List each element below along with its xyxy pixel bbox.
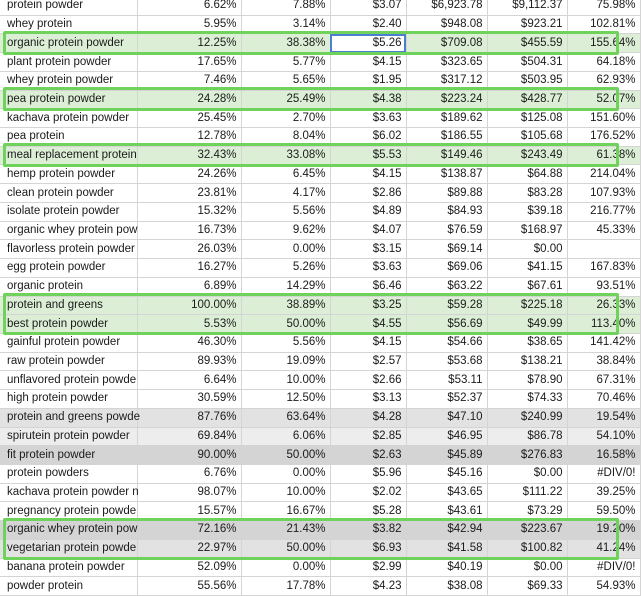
table-row [0,109,640,128]
cell-pct-b[interactable]: 19.09% [241,352,330,371]
table-row [0,371,640,390]
table-row [0,427,640,446]
cell-pct-b[interactable]: 2.70% [241,109,330,128]
cell-pct-b[interactable]: 50.00% [241,539,330,558]
cell-revenue[interactable]: $276.83 [487,446,567,465]
cell-cpc[interactable]: $4.15 [330,333,406,352]
table-row [0,53,640,72]
cell-revenue[interactable]: $64.88 [487,165,567,184]
cell-pct-b[interactable]: 14.29% [241,277,330,296]
cell-spend[interactable]: $56.69 [406,315,487,334]
cell-roas[interactable]: 70.46% [567,390,640,409]
cell-cpc[interactable]: $4.28 [330,408,406,427]
cell-pct-b[interactable]: 12.50% [241,390,330,409]
cell-pct-a[interactable]: 90.00% [137,446,241,465]
cell-pct-a[interactable]: 52.09% [137,558,241,577]
cell-spend[interactable]: $317.12 [406,71,487,90]
cell-keyword[interactable]: organic protein powder [0,34,137,53]
cell-pct-b[interactable]: 38.89% [241,296,330,315]
cell-keyword[interactable]: organic whey protein pow [0,221,137,240]
cell-revenue[interactable]: $240.99 [487,408,567,427]
cell-roas[interactable]: 113.40% [567,315,640,334]
cell-pct-b[interactable]: 8.04% [241,128,330,147]
cell-pct-a[interactable]: 22.97% [137,539,241,558]
cell-pct-b[interactable]: 5.77% [241,53,330,72]
cell-pct-b[interactable]: 25.49% [241,90,330,109]
cell-pct-a[interactable]: 24.28% [137,90,241,109]
cell-revenue[interactable]: $125.08 [487,109,567,128]
cell-revenue[interactable]: $168.97 [487,221,567,240]
cell-keyword[interactable]: hemp protein powder [0,165,137,184]
cell-cpc[interactable]: $3.15 [330,240,406,259]
cell-cpc[interactable]: $4.15 [330,165,406,184]
cell-roas[interactable]: 67.31% [567,371,640,390]
cell-pct-a[interactable]: 6.64% [137,371,241,390]
table-row [0,333,640,352]
cell-roas[interactable]: 75.98% [567,0,640,15]
cell-roas[interactable]: 102.81% [567,15,640,34]
cell-pct-a[interactable]: 6.76% [137,464,241,483]
cell-pct-a[interactable]: 12.78% [137,128,241,147]
cell-spend[interactable]: $46.95 [406,427,487,446]
cell-pct-a[interactable]: 15.57% [137,502,241,521]
cell-cpc[interactable]: $2.57 [330,352,406,371]
cell-spend[interactable]: $323.65 [406,53,487,72]
table-row [0,502,640,521]
cell-pct-a[interactable]: 25.45% [137,109,241,128]
cell-cpc[interactable]: $5.96 [330,464,406,483]
cell-pct-b[interactable]: 10.00% [241,483,330,502]
cell-roas[interactable]: 26.33% [567,296,640,315]
cell-pct-a[interactable]: 46.30% [137,333,241,352]
cell-pct-b[interactable]: 5.26% [241,259,330,278]
cell-revenue[interactable]: $38.65 [487,333,567,352]
cell-roas[interactable]: 176.52% [567,128,640,147]
cell-keyword[interactable]: protein powder [0,0,137,15]
table-row [0,352,640,371]
cell-keyword[interactable]: whey protein [0,15,137,34]
cell-cpc[interactable]: $3.07 [330,0,406,15]
cell-spend[interactable]: $53.68 [406,352,487,371]
cell-spend[interactable]: $43.65 [406,483,487,502]
cell-revenue[interactable]: $503.95 [487,71,567,90]
cell-pct-b[interactable]: 16.67% [241,502,330,521]
cell-spend[interactable]: $89.88 [406,184,487,203]
cell-pct-b[interactable]: 3.14% [241,15,330,34]
cell-roas[interactable]: 19.20% [567,521,640,540]
cell-keyword[interactable]: meal replacement protein [0,146,137,165]
cell-cpc[interactable]: $2.85 [330,427,406,446]
cell-cpc[interactable]: $6.46 [330,277,406,296]
cell-pct-a[interactable]: 24.26% [137,165,241,184]
cell-keyword[interactable]: kachava protein powder [0,109,137,128]
cell-revenue[interactable]: $223.67 [487,521,567,540]
cell-keyword[interactable]: whey protein powder [0,71,137,90]
table-row [0,408,640,427]
cell-keyword[interactable]: isolate protein powder [0,202,137,221]
cell-pct-b[interactable]: 0.00% [241,558,330,577]
cell-keyword[interactable]: high protein powder [0,390,137,409]
cell-roas[interactable]: 107.93% [567,184,640,203]
cell-spend[interactable]: $42.94 [406,521,487,540]
cell-spend[interactable]: $186.55 [406,128,487,147]
cell-roas[interactable]: 216.77% [567,202,640,221]
cell-spend[interactable]: $948.08 [406,15,487,34]
table-row [0,0,640,15]
cell-pct-a[interactable]: 30.59% [137,390,241,409]
cell-pct-b[interactable]: 6.45% [241,165,330,184]
cell-cpc[interactable]: $5.28 [330,502,406,521]
cell-keyword[interactable]: protein powders [0,464,137,483]
cell-keyword[interactable]: gainful protein powder [0,333,137,352]
cell-revenue[interactable]: $100.82 [487,539,567,558]
cell-roas[interactable]: 54.93% [567,577,640,596]
cell-keyword[interactable]: plant protein powder [0,53,137,72]
cell-roas[interactable] [567,240,640,259]
cell-pct-a[interactable]: 16.73% [137,221,241,240]
cell-spend[interactable]: $41.58 [406,539,487,558]
cell-pct-a[interactable]: 72.16% [137,521,241,540]
cell-spend[interactable]: $45.89 [406,446,487,465]
cell-pct-b[interactable]: 5.65% [241,71,330,90]
cell-spend[interactable]: $43.61 [406,502,487,521]
cell-revenue[interactable]: $0.00 [487,240,567,259]
cell-revenue[interactable]: $49.99 [487,315,567,334]
cell-revenue[interactable]: $105.68 [487,128,567,147]
cell-revenue[interactable]: $0.00 [487,464,567,483]
cell-roas[interactable]: 141.42% [567,333,640,352]
cell-pct-a[interactable]: 98.07% [137,483,241,502]
table-row [0,202,640,221]
cell-pct-b[interactable]: 0.00% [241,240,330,259]
cell-cpc[interactable]: $3.82 [330,521,406,540]
cell-spend[interactable]: $149.46 [406,146,487,165]
cell-pct-b[interactable]: 5.56% [241,202,330,221]
cell-roas[interactable]: 38.84% [567,352,640,371]
cell-revenue[interactable]: $0.00 [487,558,567,577]
cell-pct-b[interactable]: 7.88% [241,0,330,15]
cell-keyword[interactable]: egg protein powder [0,259,137,278]
cell-pct-b[interactable]: 5.56% [241,333,330,352]
cell-revenue[interactable]: $67.61 [487,277,567,296]
cell-pct-a[interactable]: 12.25% [137,34,241,53]
cell-cpc[interactable]: $2.99 [330,558,406,577]
cell-revenue[interactable]: $78.90 [487,371,567,390]
table-row [0,446,640,465]
cell-pct-a[interactable]: 100.00% [137,296,241,315]
cell-spend[interactable]: $59.28 [406,296,487,315]
cell-spend[interactable]: $52.37 [406,390,487,409]
cell-cpc[interactable]: $3.63 [330,109,406,128]
cell-spend[interactable]: $38.08 [406,577,487,596]
cell-pct-b[interactable]: 10.00% [241,371,330,390]
table-row [0,296,640,315]
cell-pct-a[interactable]: 17.65% [137,53,241,72]
cell-revenue[interactable]: $243.49 [487,146,567,165]
cell-revenue[interactable]: $74.33 [487,390,567,409]
cell-spend[interactable]: $84.93 [406,202,487,221]
cell-revenue[interactable]: $39.18 [487,202,567,221]
cell-revenue[interactable]: $455.59 [487,34,567,53]
cell-spend[interactable]: $40.19 [406,558,487,577]
cell-pct-b[interactable]: 63.64% [241,408,330,427]
selected-cell[interactable]: $5.26 [330,34,406,53]
cell-spend[interactable]: $69.06 [406,259,487,278]
cell-roas[interactable]: 19.54% [567,408,640,427]
cell-pct-a[interactable]: 55.56% [137,577,241,596]
cell-pct-b[interactable]: 6.06% [241,427,330,446]
cell-roas[interactable]: 167.83% [567,259,640,278]
cell-cpc[interactable]: $3.25 [330,296,406,315]
cell-pct-a[interactable]: 15.32% [137,202,241,221]
table-row [0,71,640,90]
cell-cpc[interactable]: $4.15 [330,53,406,72]
cell-pct-a[interactable]: 6.62% [137,0,241,15]
cell-roas[interactable]: 16.58% [567,446,640,465]
table-row [0,277,640,296]
cell-spend[interactable]: $189.62 [406,109,487,128]
cell-roas[interactable]: #DIV/0! [567,558,640,577]
cell-spend[interactable]: $54.66 [406,333,487,352]
cell-roas[interactable]: 151.60% [567,109,640,128]
cell-cpc[interactable]: $4.89 [330,202,406,221]
cell-pct-b[interactable]: 38.38% [241,34,330,53]
cell-keyword[interactable]: flavorless protein powder [0,240,137,259]
cell-spend[interactable]: $45.16 [406,464,487,483]
cell-cpc[interactable]: $3.13 [330,390,406,409]
cell-revenue[interactable]: $111.22 [487,483,567,502]
cell-roas[interactable]: 52.07% [567,90,640,109]
cell-keyword[interactable]: pea protein [0,128,137,147]
table-row [0,315,640,334]
cell-roas[interactable]: 59.50% [567,502,640,521]
cell-roas[interactable]: 93.51% [567,277,640,296]
cell-cpc[interactable]: $2.02 [330,483,406,502]
cell-cpc[interactable]: $6.93 [330,539,406,558]
table-row [0,240,640,259]
cell-roas[interactable]: 41.24% [567,539,640,558]
cell-roas[interactable]: #DIV/0! [567,464,640,483]
cell-spend[interactable]: $223.24 [406,90,487,109]
cell-pct-b[interactable]: 0.00% [241,464,330,483]
cell-cpc[interactable]: $4.55 [330,315,406,334]
table-row [0,165,640,184]
table-row [0,577,640,596]
cell-pct-a[interactable]: 89.93% [137,352,241,371]
cell-pct-b[interactable]: 4.17% [241,184,330,203]
table-row [0,146,640,165]
table-row [0,259,640,278]
cell-keyword[interactable]: protein and greens powde [0,408,137,427]
cell-revenue[interactable]: $504.31 [487,53,567,72]
table-row [0,390,640,409]
cell-spend[interactable]: $138.87 [406,165,487,184]
cell-revenue[interactable]: $83.28 [487,184,567,203]
table-row [0,558,640,577]
cell-revenue[interactable]: $428.77 [487,90,567,109]
cell-spend[interactable]: $69.14 [406,240,487,259]
cell-keyword[interactable]: organic whey protein pow [0,521,137,540]
cell-roas[interactable]: 64.18% [567,53,640,72]
cell-pct-a[interactable]: 26.03% [137,240,241,259]
cell-revenue[interactable]: $69.33 [487,577,567,596]
cell-pct-a[interactable]: 7.46% [137,71,241,90]
cell-roas[interactable]: 61.38% [567,146,640,165]
cell-roas[interactable]: 214.04% [567,165,640,184]
cell-revenue[interactable]: $225.18 [487,296,567,315]
cell-pct-b[interactable]: 50.00% [241,315,330,334]
table-row [0,464,640,483]
table-row [0,539,640,558]
table-row [0,483,640,502]
cell-revenue[interactable]: $9,112.37 [487,0,567,15]
cell-cpc[interactable]: $6.02 [330,128,406,147]
cell-spend[interactable]: $76.59 [406,221,487,240]
cell-cpc[interactable]: $2.40 [330,15,406,34]
cell-pct-b[interactable]: 50.00% [241,446,330,465]
cell-keyword[interactable]: banana protein powder [0,558,137,577]
cell-revenue[interactable]: $86.78 [487,427,567,446]
cell-spend[interactable]: $63.22 [406,277,487,296]
cell-keyword[interactable]: kachava protein powder n [0,483,137,502]
cell-keyword[interactable]: powder protein [0,577,137,596]
table-row [0,521,640,540]
table-row [0,15,640,34]
cell-keyword[interactable]: clean protein powder [0,184,137,203]
cell-pct-a[interactable]: 87.76% [137,408,241,427]
cell-cpc[interactable]: $2.63 [330,446,406,465]
table-row [0,90,640,109]
table-row [0,221,640,240]
cell-cpc[interactable]: $4.38 [330,90,406,109]
cell-cpc[interactable]: $5.53 [330,146,406,165]
table-row [0,128,640,147]
cell-pct-a[interactable]: 69.84% [137,427,241,446]
cell-cpc[interactable]: $3.63 [330,259,406,278]
cell-pct-a[interactable]: 5.95% [137,15,241,34]
cell-roas[interactable]: 155.64% [567,34,640,53]
cell-keyword[interactable]: unflavored protein powde [0,371,137,390]
cell-spend[interactable]: $47.10 [406,408,487,427]
cell-pct-b[interactable]: 33.08% [241,146,330,165]
cell-keyword[interactable]: raw protein powder [0,352,137,371]
cell-spend[interactable]: $709.08 [406,34,487,53]
cell-revenue[interactable]: $138.21 [487,352,567,371]
cell-keyword[interactable]: spirutein protein powder [0,427,137,446]
cell-cpc[interactable]: $2.66 [330,371,406,390]
cell-pct-a[interactable]: 32.43% [137,146,241,165]
cell-keyword[interactable]: pregnancy protein powde [0,502,137,521]
cell-pct-b[interactable]: 21.43% [241,521,330,540]
cell-revenue[interactable]: $923.21 [487,15,567,34]
cell-spend[interactable]: $53.11 [406,371,487,390]
cell-spend[interactable]: $6,923.78 [406,0,487,15]
cell-roas[interactable]: 45.33% [567,221,640,240]
table-row [0,184,640,203]
cell-cpc[interactable]: $1.95 [330,71,406,90]
cell-pct-a[interactable]: 5.53% [137,315,241,334]
cell-roas[interactable]: 54.10% [567,427,640,446]
cell-pct-a[interactable]: 23.81% [137,184,241,203]
cell-cpc[interactable]: $4.23 [330,577,406,596]
cell-roas[interactable]: 62.93% [567,71,640,90]
cell-keyword[interactable]: protein and greens [0,296,137,315]
cell-keyword[interactable]: organic protein [0,277,137,296]
cell-keyword[interactable]: pea protein powder [0,90,137,109]
cell-pct-b[interactable]: 9.62% [241,221,330,240]
cell-keyword[interactable]: fit protein powder [0,446,137,465]
cell-cpc[interactable]: $4.07 [330,221,406,240]
cell-keyword[interactable]: best protein powder [0,315,137,334]
cell-pct-b[interactable]: 17.78% [241,577,330,596]
cell-pct-a[interactable]: 6.89% [137,277,241,296]
cell-keyword[interactable]: vegetarian protein powde [0,539,137,558]
cell-pct-a[interactable]: 16.27% [137,259,241,278]
table-row [0,34,640,53]
cell-revenue[interactable]: $73.29 [487,502,567,521]
cell-roas[interactable]: 39.25% [567,483,640,502]
cell-revenue[interactable]: $41.15 [487,259,567,278]
cell-cpc[interactable]: $2.86 [330,184,406,203]
